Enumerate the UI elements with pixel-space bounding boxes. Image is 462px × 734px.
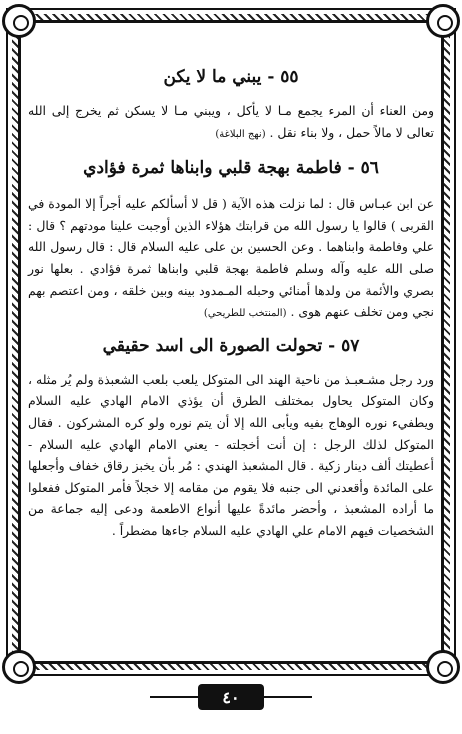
section-paragraph — [28, 100, 434, 145]
corner-ornament-bottom-right — [426, 650, 460, 684]
paragraph-text: عن ابن عبـاس قال : لما نزلت هذه الآية ( قل لا أسألكم عليه أجراً إلا المودة في القربى ) قالوا يا رسول الله من قرابتك هؤلاء الذين أوجبت علينا مودتهم ؟ قال : علي وفاطمة وابناهما . وعن الحسين بن على عليه السلام قال : قال رسول الله صلى الله عليه وآله وسلم فاطمة بهجة قلبي وابناها ثمرة فؤادي . بعلها نور بصري والأئمة من ولدها أمنائي وحبله المـمدود بينه وبين خلقه ، ومن اعتصم بهم نجي ومن تخلف عنهم هوى . — [28, 196, 434, 320]
source-citation: (نهج البلاغة) — [215, 128, 266, 140]
paragraph-text: ورد رجل مشـعبـذ من ناحية الهند الى المتوكل يلعب بلعب الشعبذة ولم يُر مثله ، وكان المتوكل يحاول بمختلف الطرق أن يؤذي الامام الهادي عليه السلام ويطفيء نوره الوهاج بفيه ويأبى الله إلا أن يتم نوره ولو كره المشركون . فقال المتوكل لذلك الرجل : إن أنت أخجلته - يعني الامام الهادي عليه السلام - أعطيتك ألف دينار زكية . قال المشعبذ الهندي : مُر بأن يخبز رقاق خفاف وأجعلها على المائدة وأقعدني الى جنبه فلا يقوم من مقامه إلا خجلاً فأمر المتوكل ففعلوا ما أراده المشعبذ ، وأحضر مائدةً عليها أنواع الاطعمة ودعى إليه جماعة من الشخصيات فيهم الامام علي الهادي عليه السلام جاءها مضطراً . — [28, 371, 434, 538]
page-number: ٤٠ — [222, 687, 240, 707]
paragraph-text: ومن العناء أن المرء يجمع مـا لا يأكل ، ويبني مـا لا يسكن ثم يخرج إلى الله تعالى لا مالاً حمل ، ولا بناء نقل . — [28, 103, 434, 140]
section-heading: ٥٧ - تحولت الصورة الى اسد حقيقي — [102, 335, 360, 356]
corner-ornament-bottom-left — [2, 650, 36, 684]
section-heading: ٥٦ - فاطمة بهجة قلبي وابناها ثمرة فؤادي — [83, 158, 379, 179]
section-heading: ٥٥ - يبني ما لا يكن — [163, 67, 299, 87]
corner-ornament-top-left — [2, 4, 36, 38]
source-citation: (المنتخب للطريحي) — [203, 308, 287, 320]
corner-ornament-top-right — [426, 4, 460, 38]
section-paragraph — [28, 193, 434, 325]
page-number-badge — [198, 684, 264, 710]
section-paragraph — [28, 369, 434, 542]
page-content — [28, 58, 434, 542]
